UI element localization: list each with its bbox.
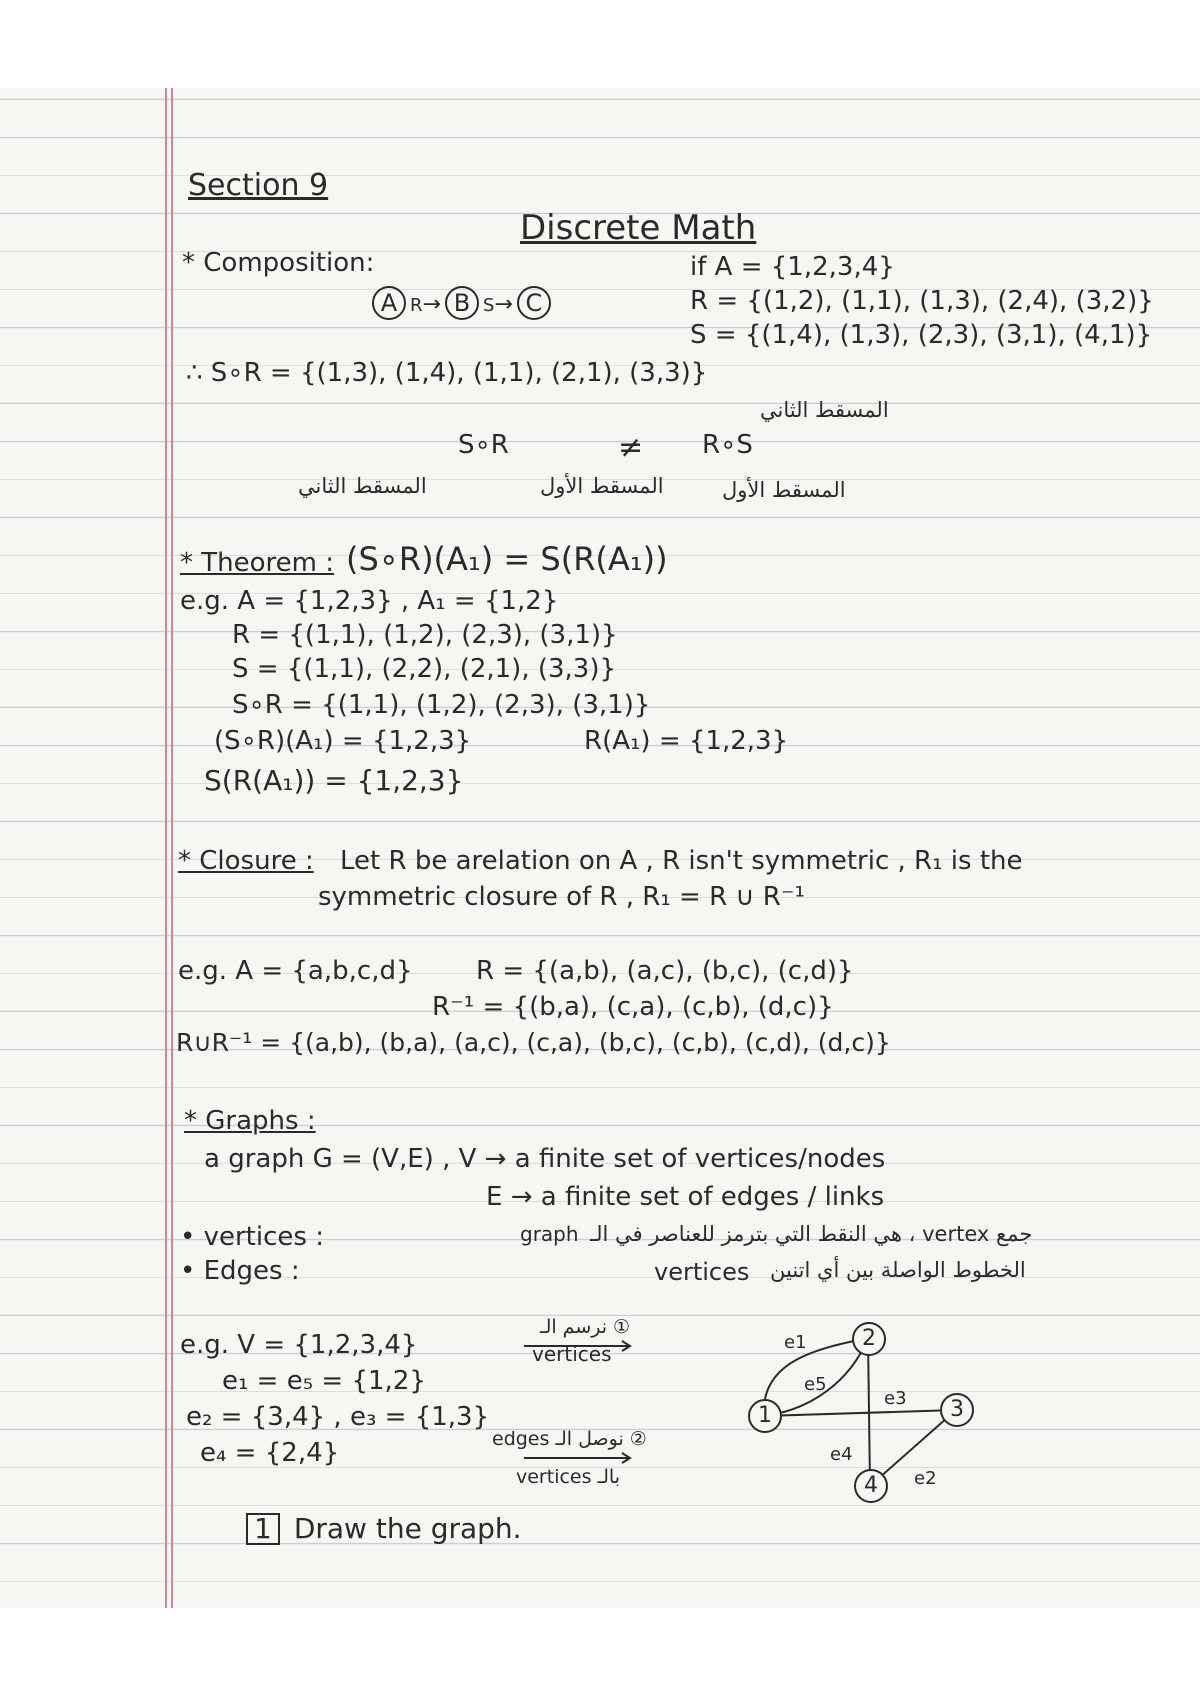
edge-label-e4: e4 — [830, 1444, 853, 1465]
theorem-heading: * Theorem : — [180, 548, 334, 578]
margin-line — [171, 88, 173, 1608]
set-a-definition: if A = {1,2,3,4} — [690, 252, 895, 282]
closure-heading: * Closure : — [178, 846, 314, 876]
vertex-2: 2 — [852, 1322, 886, 1356]
vertices-label: • vertices : — [180, 1222, 324, 1252]
step-1-ar: ① نرسم الـ — [540, 1316, 631, 1338]
relation-r-label: R — [410, 295, 423, 316]
relation-r-definition: R = {(1,2), (1,1), (1,3), (2,4), (3,2)} — [690, 286, 1154, 316]
edge-e4 — [868, 1338, 870, 1486]
relation-s-label: S — [482, 295, 495, 316]
graphs-heading-text: * Graphs : — [184, 1106, 316, 1136]
edge-e3 — [764, 1410, 956, 1416]
page-title: Discrete Math — [520, 208, 757, 248]
step-1-en: vertices — [532, 1342, 612, 1366]
edges-label: • Edges : — [180, 1256, 300, 1286]
closure-line-1: Let R be arelation on A , R isn't symmetric , R₁ is the — [340, 846, 1023, 876]
not-equal-sign: ≠ — [618, 430, 644, 465]
closure-line-2: symmetric closure of R , R₁ = R ∪ R⁻¹ — [318, 882, 805, 912]
compare-right: R∘S — [702, 430, 753, 460]
task — [246, 1512, 522, 1545]
graphs-heading — [184, 1106, 316, 1136]
closure-union: R∪R⁻¹ = {(a,b), (b,a), (a,c), (c,a), (b,c), (c,b), (c,d), (d,c)} — [176, 1028, 891, 1057]
edges-desc-ar: الخطوط الواصلة بين أي اتنين — [770, 1258, 1026, 1282]
example-vertices: e.g. V = {1,2,3,4} — [180, 1330, 418, 1360]
theorem-sor-a1: (S∘R)(A₁) = {1,2,3} — [214, 726, 472, 756]
set-b-node: B — [445, 286, 479, 320]
relation-s-definition: S = {(1,4), (1,3), (2,3), (3,1), (4,1)} — [690, 320, 1153, 350]
example-e1-e5: e₁ = e₅ = {1,2} — [222, 1366, 426, 1396]
theorem-s: S = {(1,1), (2,2), (2,1), (3,3)} — [232, 654, 617, 684]
vertex-3: 3 — [940, 1393, 974, 1427]
composition-heading: * Composition: — [182, 248, 375, 278]
vertex-4: 4 — [854, 1469, 888, 1503]
closure-example-r: R = {(a,b), (a,c), (b,c), (c,d)} — [476, 956, 854, 986]
second-projection-right: المسقط الثاني — [760, 398, 889, 422]
relation-r-arrow: R→ — [410, 292, 441, 317]
vertices-desc-en: graph — [520, 1222, 579, 1246]
set-c-node: C — [517, 286, 551, 320]
step-2-ar: ② نوصل الـ edges — [492, 1428, 647, 1450]
theorem-sor: S∘R = {(1,1), (1,2), (2,3), (3,1)} — [232, 690, 651, 720]
compare-left: S∘R — [458, 430, 509, 460]
margin-line — [165, 88, 167, 1608]
theorem-s-r-a1: S(R(A₁)) = {1,2,3} — [204, 764, 464, 797]
edges-desc-en: vertices — [654, 1258, 750, 1286]
theorem-example: e.g. A = {1,2,3} , A₁ = {1,2} — [180, 586, 559, 616]
second-projection-left: المسقط الثاني — [298, 474, 427, 498]
closure-r-inverse: R⁻¹ = {(b,a), (c,a), (c,b), (d,c)} — [432, 992, 834, 1022]
example-e4: e₄ = {2,4} — [200, 1438, 340, 1468]
edge-label-e5: e5 — [804, 1374, 827, 1395]
edge-label-e1: e1 — [784, 1332, 807, 1353]
vertices-desc-ar: جمع vertex ، هي النقط التي بترمز للعناصر في الـ — [590, 1222, 1033, 1246]
task-text: Draw the graph. — [293, 1512, 522, 1545]
task-number: 1 — [246, 1513, 280, 1545]
theorem-r: R = {(1,1), (1,2), (2,3), (3,1)} — [232, 620, 618, 650]
graph-definition-1: a graph G = (V,E) , V → a finite set of vertices/nodes — [204, 1144, 886, 1174]
first-projection-right: المسقط الأول — [722, 478, 846, 502]
first-projection-left: المسقط الأول — [540, 474, 664, 498]
set-a-node: A — [372, 286, 406, 320]
edge-label-e2: e2 — [914, 1468, 937, 1489]
theorem-r-a1: R(A₁) = {1,2,3} — [584, 726, 789, 756]
vertex-1: 1 — [748, 1399, 782, 1433]
example-e2-e3: e₂ = {3,4} , e₃ = {1,3} — [186, 1402, 490, 1432]
closure-example-a: e.g. A = {a,b,c,d} — [178, 956, 413, 986]
theorem-formula: (S∘R)(A₁) = S(R(A₁)) — [346, 540, 668, 578]
composition-flow — [372, 286, 551, 320]
sor-result: ∴ S∘R = {(1,3), (1,4), (1,1), (2,1), (3,3)} — [186, 358, 708, 388]
relation-s-arrow: S→ — [482, 292, 513, 317]
graph-definition-2: E → a finite set of edges / links — [486, 1182, 885, 1212]
step-arrows — [520, 1340, 640, 1480]
section-title: Section 9 — [188, 168, 329, 203]
edge-label-e3: e3 — [884, 1388, 907, 1409]
step-2-en: vertices بالـ — [516, 1466, 620, 1488]
